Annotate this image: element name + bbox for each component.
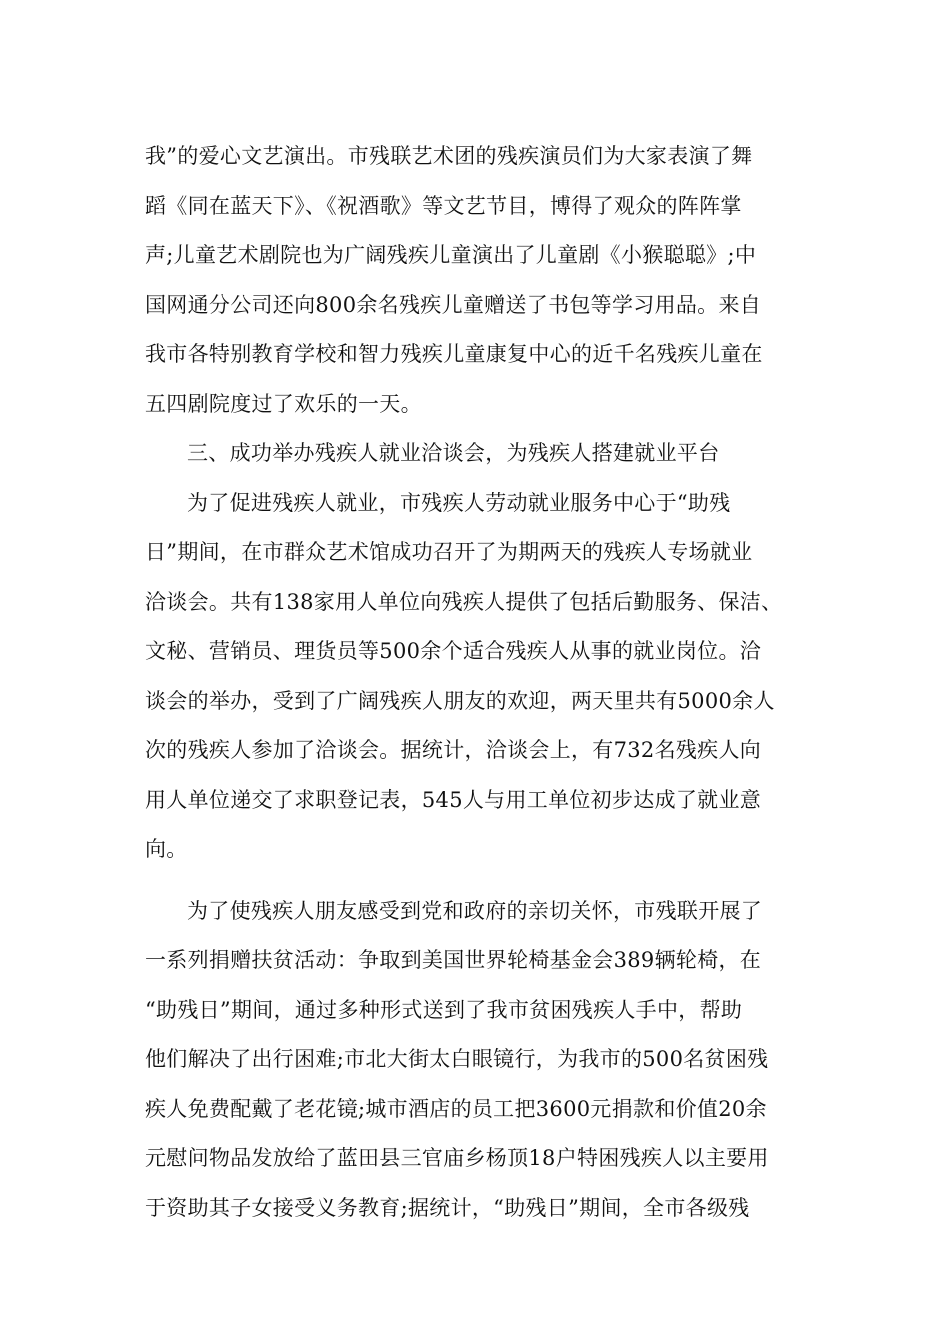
paragraph-line: 一系列捐赠扶贫活动：争取到美国世界轮椅基金会389辆轮椅，在 — [145, 948, 762, 972]
paragraph-line: 国网通分公司还向800余名残疾儿童赠送了书包等学习用品。来自 — [145, 292, 762, 317]
paragraph-2 — [145, 479, 810, 875]
document-body — [145, 132, 810, 1233]
paragraph-line: 于资助其子女接受义务教育;据统计，“助残日”期间，全市各级残 — [145, 1195, 750, 1220]
paragraph-line: 为了促进残疾人就业，市残疾人劳动就业服务中心于“助残 — [187, 490, 731, 515]
paragraph-spacer — [145, 875, 810, 887]
paragraph-line: 日”期间，在市群众艺术馆成功召开了为期两天的残疾人专场就业 — [145, 540, 753, 564]
paragraph-line: 向。 — [145, 837, 188, 861]
paragraph-line: 为了使残疾人朋友感受到党和政府的亲切关怀，市残联开展了 — [187, 898, 763, 923]
paragraph-line: 元慰问物品发放给了蓝田县三官庙乡杨顶18户特困残疾人以主要用 — [145, 1146, 769, 1170]
paragraph-line: 疾人免费配戴了老花镜;城市酒店的员工把3600元捐款和价值20余 — [145, 1096, 767, 1121]
paragraph-line: 次的残疾人参加了洽谈会。据统计，洽谈会上，有732名残疾人向 — [145, 738, 762, 762]
paragraph-3 — [145, 887, 810, 1234]
paragraph-line: “助残日”期间，通过多种形式送到了我市贫困残疾人手中，帮助 — [145, 997, 743, 1022]
paragraph-line: 谈会的举办，受到了广阔残疾人朋友的欢迎，两天里共有5000余人 — [145, 688, 775, 713]
section-heading-3 — [145, 429, 810, 479]
paragraph-1 — [145, 132, 810, 429]
paragraph-line: 他们解决了出行困难;市北大街太白眼镜行，为我市的500名贫困残 — [145, 1047, 769, 1071]
paragraph-line: 我”的爱心文艺演出。市残联艺术团的残疾演员们为大家表演了舞 — [145, 144, 753, 168]
section-heading-text: 三、成功举办残疾人就业洽谈会，为残疾人搭建就业平台 — [187, 441, 720, 465]
paragraph-line: 我市各特别教育学校和智力残疾儿童康复中心的近千名残疾儿童在 — [145, 342, 763, 366]
paragraph-line: 声;儿童艺术剧院也为广阔残疾儿童演出了儿童剧《小猴聪聪》;中 — [145, 243, 757, 267]
paragraph-line: 蹈《同在蓝天下》、《祝酒歌》等文艺节目，博得了观众的阵阵掌 — [145, 193, 742, 218]
paragraph-line: 文秘、营销员、理货员等500余个适合残疾人从事的就业岗位。洽 — [145, 639, 762, 663]
paragraph-line: 五四剧院度过了欢乐的一天。 — [145, 391, 422, 416]
paragraph-line: 洽谈会。共有138家用人单位向残疾人提供了包括后勤服务、保洁、 — [145, 589, 783, 614]
paragraph-line: 用人单位递交了求职登记表，545人与用工单位初步达成了就业意 — [145, 787, 762, 812]
